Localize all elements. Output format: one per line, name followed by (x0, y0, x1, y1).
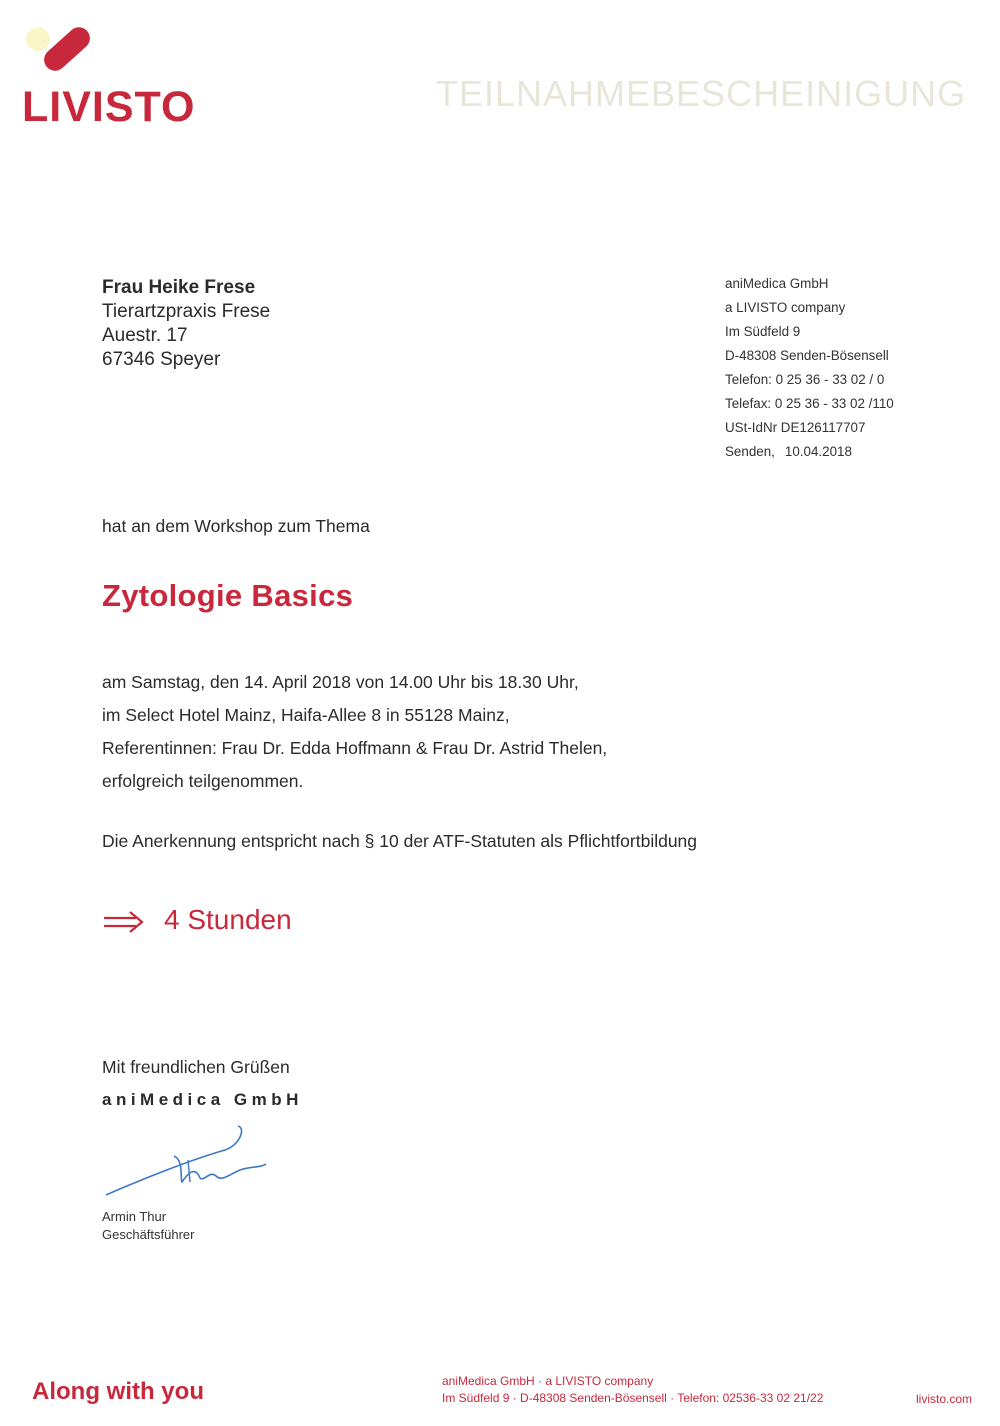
livisto-logo-icon (26, 20, 96, 80)
footer-website: livisto.com (916, 1392, 973, 1406)
double-arrow-right-icon (102, 910, 146, 934)
sender-date-line (725, 440, 894, 464)
sender-block (725, 272, 894, 464)
recipient-street: Auestr. 17 (102, 325, 188, 346)
sender-fax: Telefax: 0 25 36 - 33 02 /110 (725, 396, 894, 411)
document-title: TEILNAHMEBESCHEINIGUNG (436, 73, 967, 114)
recognition-text: Die Anerkennung entspricht nach § 10 der ATF-Statuten als Pflichtfortbildung (102, 831, 698, 851)
closing-greeting: Mit freundlichen Grüßen (102, 1057, 290, 1077)
livisto-logo-text: LIVISTO (22, 83, 196, 131)
signer-title: Geschäftsführer (102, 1227, 195, 1242)
signer-block (102, 1208, 195, 1244)
recipient-practice: Tierartzpraxis Frese (102, 301, 271, 322)
footer-line-2: Im Südfeld 9 · D-48308 Senden-Bösensell · Telefon: 02536-33 02 21/22 (442, 1391, 824, 1405)
sender-vat: USt-IdNr DE126117707 (725, 420, 866, 435)
recipient-city: 67346 Speyer (102, 349, 221, 370)
sender-place: Senden, (725, 444, 775, 459)
intro-text: hat an dem Workshop zum Thema (102, 516, 370, 536)
sender-company: aniMedica GmbH (725, 276, 829, 291)
recipient-address (102, 276, 270, 372)
sender-phone: Telefon: 0 25 36 - 33 02 / 0 (725, 372, 885, 387)
sender-tagline: a LIVISTO company (725, 300, 846, 315)
closing-company: aniMedica GmbH (102, 1090, 303, 1109)
detail-date: am Samstag, den 14. April 2018 von 14.00 Uhr bis 18.30 Uhr, (102, 672, 579, 692)
signer-name: Armin Thur (102, 1209, 167, 1224)
footer-slogan: Along with you (32, 1378, 204, 1405)
sender-street: Im Südfeld 9 (725, 324, 801, 339)
workshop-topic: Zytologie Basics (102, 578, 354, 613)
handwritten-signature (100, 1120, 280, 1205)
workshop-details (102, 666, 607, 798)
footer-address (442, 1373, 823, 1407)
footer-line-1: aniMedica GmbH · a LIVISTO company (442, 1374, 654, 1388)
sender-city: D-48308 Senden-Bösensell (725, 348, 889, 363)
hours-value: 4 Stunden (164, 904, 292, 935)
sender-date: 10.04.2018 (784, 444, 852, 459)
detail-result: erfolgreich teilgenommen. (102, 771, 304, 791)
recipient-name: Frau Heike Frese (102, 277, 256, 298)
detail-venue: im Select Hotel Mainz, Haifa-Allee 8 in 55128 Mainz, (102, 705, 510, 725)
detail-speakers: Referentinnen: Frau Dr. Edda Hoffmann & Frau Dr. Astrid Thelen, (102, 738, 608, 758)
